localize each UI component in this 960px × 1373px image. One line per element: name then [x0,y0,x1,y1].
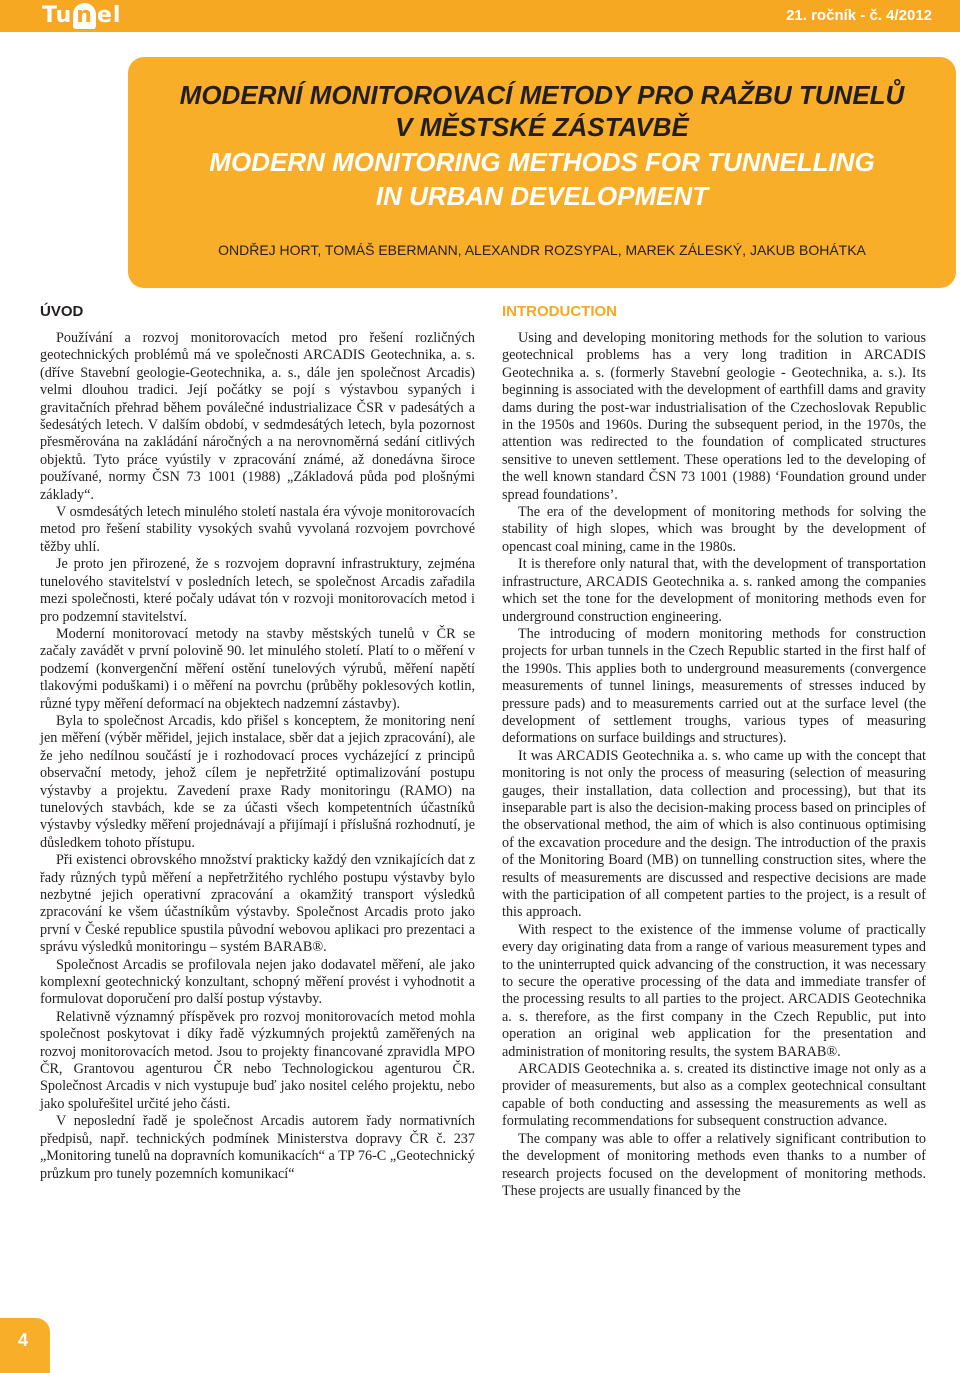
page-number: 4 [18,1330,29,1350]
right-paragraph: The era of the development of monitoring methods for solving the stability of high slopes, which was brought by the development of opencast coal mining, came in the 1980s. [502,504,926,555]
left-paragraph: V osmdesátých letech minulého století nastala éra vývoje monitorovacích metod pro řešení stability vysokých svahů vyvolaná rozvojem povrchové těžby uhlí. [40,504,475,555]
right-paragraph: It was ARCADIS Geotechnika a. s. who came up with the concept that monitoring is not only the process of measuring (selection of measuring gauges, their installation, data collection and processing), but that its inseparable part is also the decision-making process based on principles of the observational method, the aim of which is also continuous optimising of the excavation procedure and the design. The introduction of the praxis of the Monitoring Board (MB) on tunnelling construction sites, where the results of measurements are discussed and respective decisions are made with the participation of all competent parties to the project, is a result of this approach. [502,747,926,921]
title-box [128,57,956,288]
right-paragraph: ARCADIS Geotechnika a. s. created its distinctive image not only as a provider of measurements, but also as a complex geotechnical consultant capable of both conducting and assessing the measurements as well as formulating recommendations for subsequent construction advance. [502,1061,926,1130]
authors: ONDŘEJ HORT, TOMÁŠ EBERMANN, ALEXANDR ROZSYPAL, MAREK ZÁLESKÝ, JAKUB BOHÁTKA [218,242,866,258]
right-paragraph: Using and developing monitoring methods for the solution to various geotechnical problems has a very long tradition in ARCADIS Geotechnika a. s. (formerly Stavební geologie - Geotechnika, a. s.). Its beginning is associated with the development of earthfill dams and gravity dams during the post-war industrialisation of the Czechoslovak Republic in the 1950s and 1960s. During the subsequent period, in the 1970s, the attention was redirected to the foundation of complicated structures sensitive to uneven settlement. These operations led to the developing of the well known standard ČSN 73 1001 (1988) ‘Foundation ground under spread foundations’. [502,330,926,503]
title-cz-line1: MODERNÍ MONITOROVACÍ METODY PRO RAŽBU TUNELŮ [179,80,905,110]
right-paragraph: It is therefore only natural that, with the development of transportation infrastructure, ARCADIS Geotechnika a. s. ranked among the companies which set the tone for the development of monitoring methods even for underground construction engineering. [502,556,926,625]
left-column [40,302,475,1183]
left-heading: ÚVOD [40,303,84,320]
title-en-line2: IN URBAN DEVELOPMENT [375,181,709,211]
left-paragraph: Moderní monitorovací metody na stavby městských tunelů v ČR se začaly zavádět v první polovině 90. let minulého století. Platí to o měření v podzemí (konvergenční měření ostění tunelových výrubů, měření napětí tlakovými poduškami) i o měření na povrchu (průběhy poklesových kotlin, různé typy měření deformací na objektech nadzemní zástavby). [40,625,475,712]
right-column [502,302,926,1200]
right-paragraph: The company was able to offer a relatively significant contribution to the development of monitoring methods even thanks to a number of research projects focused on the development of monitoring methods. These projects are usually financed by the [502,1130,926,1199]
journal-logo: Tu n el [42,3,122,28]
title-en-line1: MODERN MONITORING METHODS FOR TUNNELLING [209,147,875,177]
left-paragraph: Relativně významný příspěvek pro rozvoj monitorovacích metod mohla společnost poskytovat i díky řadě výzkumných projektů zaměřených na rozvoj monitorovacích metod. Jsou to projekty financované zpravidla MPO ČR, Grantovou agenturou ČR nebo Technologickou agenturou ČR. Společnost Arcadis v nich vystupuje buď jako nositel celého projektu, nebo jako spoluřešitel určité jeho části. [40,1008,475,1112]
left-paragraph: Používání a rozvoj monitorovacích metod pro řešení rozličných geotechnických problémů má ve společnosti ARCADIS Geotechnika, a. s. (dříve Stavební geologie-Geotechnika, a. s., dále jen společnost Arcadis) velmi dlouhou tradici. Její počátky se pojí s výstavbou sypaných i gravitačních přehrad během poválečné industrializace ČSR v padesátých a šedesátých letech. V dalším období, v sedmdesátých letech, byla pozornost přesměrována na zakládání náročných a na nerovnoměrná sedání citlivých objektů. Tyto práce vyústily v zpracování známé, až donedávna široce používané, normy ČSN 73 1001 (1988) „Základová půda pod plošnými základy“. [40,330,475,503]
left-paragraph: Je proto jen přirozené, že s rozvojem dopravní infrastruktury, zejména tunelového stavitelství v posledních letech, se společnost Arcadis zařadila mezi společnosti, které počaly udávat tón v rozvoji monitorovacích metod i pro podzemní stavitelství. [40,556,475,625]
issue-label: 21. ročník - č. 4/2012 [786,7,932,24]
page-number-tab [0,1318,50,1373]
left-paragraph: Společnost Arcadis se profilovala nejen jako dodavatel měření, ale jako komplexní geotechnický konzultant, schopný měření provést i vyhodnotit a formulovat doporučení pro další postup výstavby. [40,956,475,1008]
right-paragraph: The introducing of modern monitoring methods for construction projects for urban tunnels in the Czech Republic started in the first half of the 1990s. This applies both to underground measurements (convergence measurements of tunnel linings, measurements of stresses induced by pressure pads) and to measurements carried out at the surface level (the development of settlement troughs, various types of measuring deformations on surface buildings and structures). [502,625,926,747]
left-paragraph: Při existenci obrovského množství prakticky každý den vznikajících dat z řady různých typů měření a nepřetržitého rychlého postupu výstavby bylo nezbytné jejich operativní zpracování a okamžitý transport výsledků zpracování ke všem účastníkům výstavby. Společnost Arcadis proto jako první v České republice spustila původní webovou aplikaci pro prezentaci a správu výsledků monitoringu – systém BARAB®. [40,852,475,956]
title-cz-line2: V MĚSTSKÉ ZÁSTAVBĚ [395,112,689,142]
left-paragraph: V neposlední řadě je společnost Arcadis autorem řady normativních předpisů, např. technických podmínek Ministerstva dopravy ČR č. 237 „Monitoring tunelů na dopravních komunikacích“ a TP 76-C „Geotechnický průzkum pro tunely pozemních komunikací“ [40,1113,475,1182]
left-paragraph: Byla to společnost Arcadis, kdo přišel s konceptem, že monitoring není jen měření (výběr měřidel, jejich instalace, sběr dat a jejich zpracování), ale že jeho nedílnou součástí je i rozhodovací proces vycházející z principů observační metody, jehož cílem je nepřetržité optimalizování postupu výstavby a projektu. Zavedení praxe Rady monitoringu (RAMO) na tunelových stavbách, kde se za účasti všech kompetentních účastníků výstavby výsledky měření projednávají a přijímají i příslušná rozhodnutí, je důsledkem tohoto přístupu. [40,712,475,851]
right-heading: INTRODUCTION [502,303,617,320]
header-bar [0,0,960,32]
right-paragraph: With respect to the existence of the immense volume of practically every day originating data from a range of various measurement types and to the uninterrupted quick advancing of the construction, it was necessary to secure the operative processing of the data and immediate transfer of the processing results to all parties to the project. ARCADIS Geotechnika a. s. therefore, as the first company in the Czech Republic, put into operation an original web application for the presentation and administration of monitoring results, the system BARAB®. [502,921,926,1060]
